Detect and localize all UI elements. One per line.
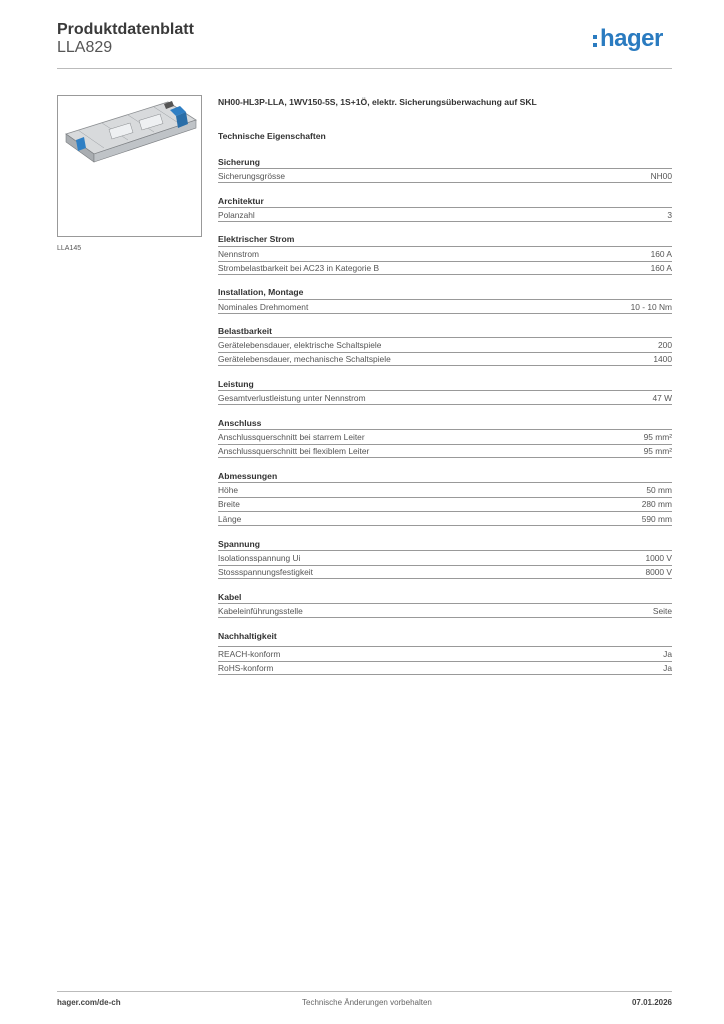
table-row — [218, 246, 672, 261]
row-label: Breite — [218, 499, 240, 509]
logo-dots-icon — [593, 35, 597, 51]
table-row — [218, 511, 672, 526]
table-row — [218, 444, 672, 459]
group-title: Nachhaltigkeit — [218, 631, 277, 641]
group-title: Elektrischer Strom — [218, 234, 295, 244]
footer-divider — [57, 991, 672, 992]
row-label: Isolationsspannung Ui — [218, 552, 301, 563]
logo-wordmark: hager — [600, 25, 663, 52]
group-title: Kabel — [218, 592, 242, 602]
row-value: NH00 — [650, 170, 672, 181]
row-label: REACH-konform — [218, 648, 281, 659]
product-image — [57, 95, 202, 237]
table-row — [218, 390, 672, 405]
group-title: Sicherung — [218, 157, 261, 167]
table-row — [218, 482, 672, 497]
footer-website-link[interactable]: hager.com/de-ch — [57, 998, 121, 1007]
table-row — [218, 497, 672, 512]
table-row — [218, 207, 672, 222]
footer-date: 07.01.2026 — [631, 998, 672, 1007]
row-value: Ja — [663, 648, 672, 659]
row-label: Höhe — [218, 484, 239, 495]
row-label: Anschlussquerschnitt bei starrem Leiter — [218, 431, 365, 442]
row-value: 8000 V — [645, 567, 672, 577]
row-value: 10 - 10 Nm — [630, 301, 672, 312]
row-label: Anschlussquerschnitt bei flexiblem Leiter — [218, 446, 370, 456]
fuse-switch-disconnector-image — [58, 96, 202, 237]
row-value: 1400 — [653, 354, 672, 364]
row-label: Strombelastbarkeit bei AC23 in Kategorie B — [218, 263, 380, 273]
footer-notice: Technische Änderungen vorbehalten — [302, 998, 432, 1007]
row-label: Kabeleinführungsstelle — [218, 605, 303, 616]
table-row — [218, 565, 672, 580]
product-description: NH00-HL3P-LLA, 1WV150-5S, 1S+1Ö, elektr. Sicherungsüberwachung auf SKL — [218, 97, 537, 107]
table-row — [218, 550, 672, 565]
table-row — [218, 352, 672, 367]
row-label: RoHS-konform — [218, 663, 274, 673]
row-value: 95 mm² — [643, 446, 672, 456]
row-label: Polanzahl — [218, 209, 255, 220]
group-title: Belastbarkeit — [218, 326, 272, 336]
image-caption: LLA145 — [57, 245, 82, 252]
row-value: 280 mm — [641, 499, 672, 509]
row-label: Sicherungsgrösse — [218, 170, 286, 181]
row-label: Nominales Drehmoment — [218, 301, 309, 312]
row-value: 3 — [667, 209, 672, 220]
table-row — [218, 661, 672, 676]
group-title: Leistung — [218, 379, 254, 389]
page-title: Produktdatenblatt — [57, 21, 194, 38]
row-value: 47 W — [652, 392, 672, 403]
table-row — [218, 337, 672, 352]
article-number: LLA829 — [57, 39, 113, 56]
row-label: Nennstrom — [218, 248, 259, 259]
row-label: Gerätelebensdauer, elektrische Schaltspiele — [218, 339, 382, 350]
table-row — [218, 299, 672, 314]
row-label: Gerätelebensdauer, mechanische Schaltspiele — [218, 354, 391, 364]
row-value: 590 mm — [641, 513, 672, 524]
row-value: 1000 V — [645, 552, 672, 563]
row-value: Seite — [652, 605, 672, 616]
table-row — [218, 429, 672, 444]
group-title: Installation, Montage — [218, 287, 304, 297]
table-row — [218, 168, 672, 183]
row-value: 95 mm² — [643, 431, 672, 442]
row-label: Gesamtverlustleistung unter Nennstrom — [218, 392, 366, 403]
table-row — [218, 261, 672, 276]
row-value: 160 A — [650, 263, 672, 273]
row-value: 160 A — [650, 248, 672, 259]
group-title: Anschluss — [218, 418, 262, 428]
table-row — [218, 603, 672, 618]
row-label: Länge — [218, 513, 242, 524]
section-title: Technische Eigenschaften — [218, 131, 326, 141]
row-value: 50 mm — [646, 484, 672, 495]
group-title: Architektur — [218, 196, 264, 206]
group-title: Spannung — [218, 539, 261, 549]
row-value: 200 — [658, 339, 672, 350]
row-label: Stossspannungsfestigkeit — [218, 567, 313, 577]
group-title: Abmessungen — [218, 471, 278, 481]
table-row — [218, 646, 672, 661]
row-value: Ja — [663, 663, 672, 673]
header-divider — [57, 68, 672, 69]
